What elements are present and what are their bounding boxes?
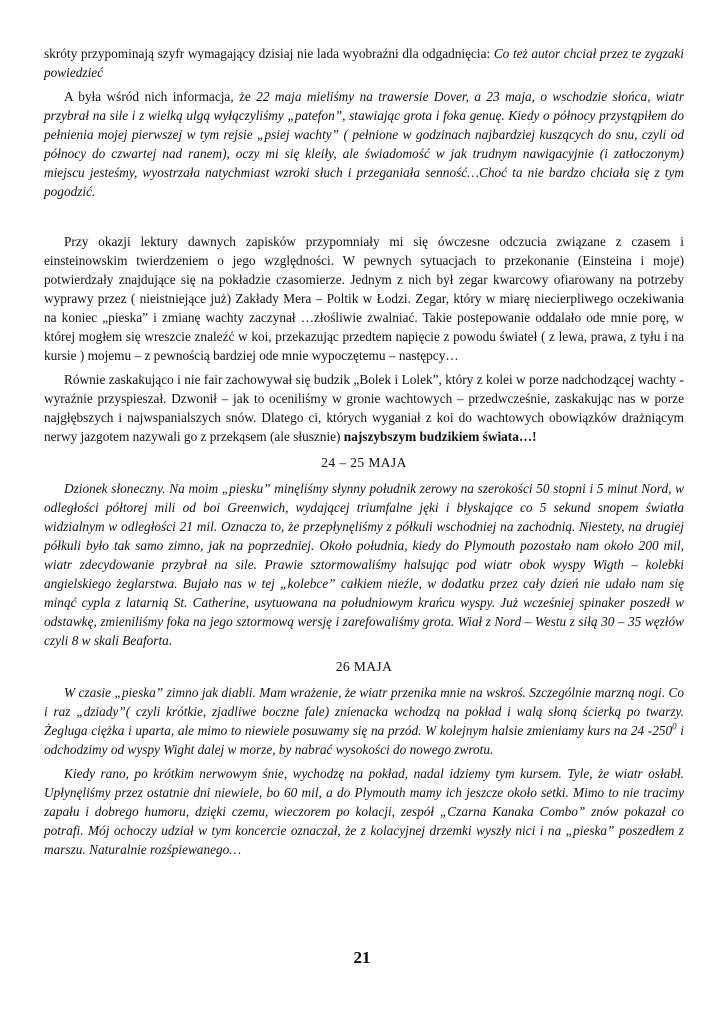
section-heading-26-maja: 26 MAJA	[335, 659, 393, 674]
section-heading-24-25-maja: 24 – 25 MAJA	[321, 455, 407, 470]
paragraph-shortcuts-cipher	[44, 44, 684, 82]
paragraph-alarm-roman-text: Równie zaskakująco i nie fair zachowywał się budzik „Bolek i Lolek”, który z kolei w porze nadchodzącej wachty - wyraźnie przyspieszał. Dzwonił – jak to oceniliśmy w gronie wachtowych – przedwcześnie, zaskakując nas w porze najgłębszych i najwspanialszych snów. Dlatego ci, których wyganiał z koi do wachtowych obowiązków drażniącym nerwy jazgotem nazywali go z przekąsem (ale słusznie)	[44, 372, 684, 444]
paragraph-cold-watch-text-start: W czasie „pieska” zimno jak diabli. Mam wrażenie, że wiatr przenika mnie na wskroś. Szczególnie marzną nogi. Co i raz „dziady”( czyli krótkie, zjadliwe boczne fale) znienacka wchodzą na pokład i walą słoną ścierką po twarzy. Żegluga ciężka i uparta, ale mimo to niewiele posuwamy się na przód. W kolejnym halsie zmieniamy kurs na 24 -250	[44, 685, 684, 738]
paragraph-alarm-clock	[44, 370, 684, 446]
paragraph-alarm-bold-text: najszybszym budzikiem świata…!	[343, 429, 537, 444]
paragraph-dover-roman-text: A była wśród nich informacja, że	[64, 89, 257, 104]
paragraph-dover-watch	[44, 87, 684, 201]
paragraph-dover-italic-text: 22 maja mieliśmy na trawersie Dover, a 23 maja, o wschodzie słońca, wiatr przybrał na sile i z wielką ulgą wyłączyliśmy „patefon”, stawiając grota i foka genuę. Kiedy o północy przystąpiłem do pełnienia mojej pierwszej w tym rejsie „psiej wachty” ( pełnione w godzinach najbardziej kuszących do snu, czyli od północy do czwartej nad ranem), oczy mi się kleiły, ale świadomość w jak trudnym nawigacyjnie (i zatłoczonym) miejscu jesteśmy, wyostrzała natychmiast wzroki słuch i przeganiała senność…Choć ta nie bardzo chciała się z tym pogodzić.	[44, 89, 684, 199]
paragraph-morning-concert: Kiedy rano, po krótkim nerwowym śnie, wychodzę na pokład, nadal idziemy tym kursem. Tyle, że wiatr osłabł. Upłynęliśmy przez ostatnie dni niewiele, bo 60 mil, a do Plymouth mamy ich jeszcze około setki. Mimo to nie tracimy zapału i dobrego humoru, dzięki czemu, wieczorem po kolacji, zespół „Czarna Kanaka Combo” znów pokazał co potrafi. Mój ochoczy udział w tym koncercie oznaczał, że z kolacyjnej drzemki wyszły nici i na „pieska” poszedłem z marszu. Naturalnie rozśpiewanego…	[44, 766, 684, 857]
paragraph-cold-watch	[44, 683, 684, 759]
paragraph-cold-watch-text-end: i odchodzimy od wyspy Wight dalej w morze, by nabrać wysokości do nowego zwrotu.	[44, 723, 684, 757]
page-number: 21	[353, 948, 371, 967]
paragraph-shortcuts-roman-text: skróty przypominają szyfr wymagający dzisiaj nie lada wyobraźni dla odgadnięcia:	[44, 46, 494, 61]
paragraph-shortcuts-italic-text: Co też autor chciał przez te zygzaki powiedzieć	[44, 46, 684, 80]
page-body	[44, 44, 684, 864]
paragraph-greenwich-meridian: Dzionek słoneczny. Na moim „piesku” minęliśmy słynny południk zerowy na szerokości 50 stopni i 5 minut Nord, w odległości półtorej mili od boi Greenwich, wydającej triumfalne jęki i błyskające co 5 sekund snopem światła widzialnym w odległości 21 mil. Oznacza to, że przepłynęliśmy z półkuli wschodniej na zachodnią. Niestety, na drugiej półkuli było tak samo zimno, jak na poprzedniej. Około południa, kiedy do Plymouth pozostało nam około 200 mil, wiatr zdecydowanie przybrał na sile. Prawie sztormowaliśmy halsując pod wiatr obok wyspy Wigth – kolebki angielskiego żeglarstwa. Bujało nas w tej „kolebce” całkiem nieźle, w dodatku przez cały dzień nie udało nam się minąć cypla z latarnią St. Catherine, usytuowana na południowym krańcu wyspy. Już wcześniej spinaker poszedł w odstawkę, zmieniliśmy foka na jego sztormową wersję i zarefowaliśmy grota. Wiał z Nord – Westu z siłą 30 – 35 węzłów czyli 8 w skali Beaforta.	[44, 481, 684, 648]
course-degree-superscript: 0	[672, 721, 677, 732]
paragraph-einstein-clock: Przy okazji lektury dawnych zapisków przypomniały mi się ówczesne odczucia związane z czasem i einsteinowskim twierdzeniem o jego względności. W pewnych sytuacjach to przekonanie (Einsteina i moje) potwierdzały znajdujące się na pokładzie czasomierze. Jednym z nich był zegar kwarcowy ofiarowany na potrzeby wyprawy przez ( nieistniejące już) Zakłady Mera – Poltik w Łodzi. Zegar, który w miarę niecierpliwego oczekiwania na koniec „pieska” i zmianę wachty zaczynał …złośliwie zwalniać. Takie postepowanie oddalało ode mnie porę, w której mogłem się wreszcie znaleźć w koi, przekazując przedtem napięcie z powodu świateł ( z lewa, prawa, z tyłu i na kursie ) mojemu – z pewnością bardziej ode mnie wypoczętemu – następcy…	[44, 234, 684, 363]
